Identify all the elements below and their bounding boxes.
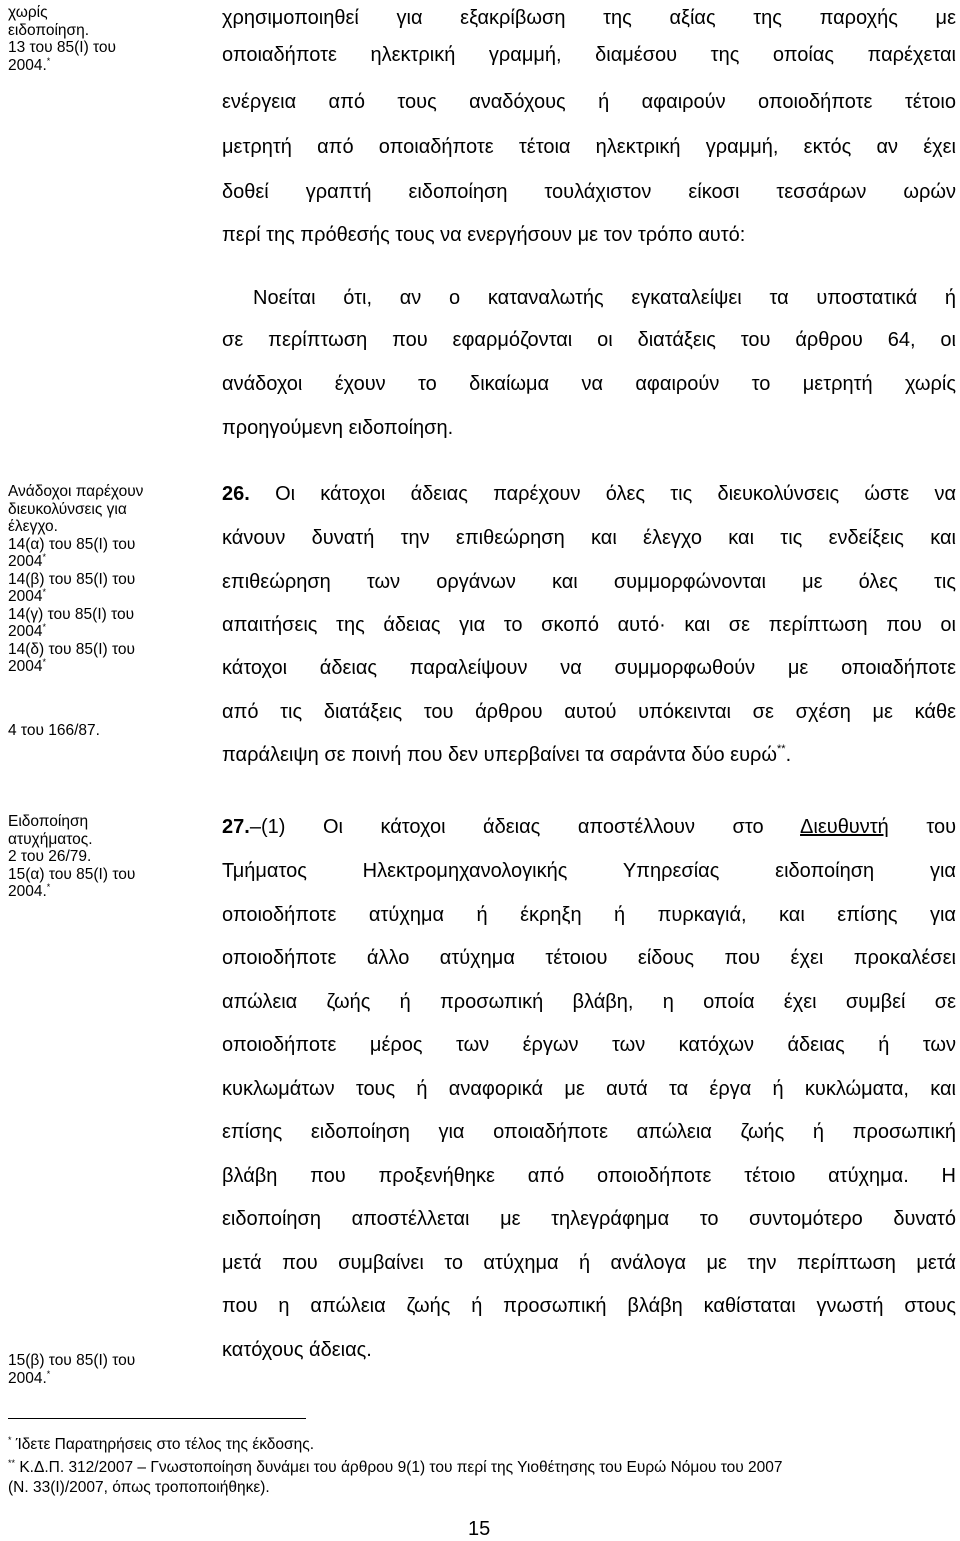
- section-26-line: 26. Οι κάτοχοι άδειας παρέχουν όλες τις διευκολύνσεις ώστε να: [222, 483, 957, 505]
- body-line: ενέργεια από τους αναδόχους ή αφαιρούν οποιοδήποτε τέτοιο: [222, 91, 956, 113]
- section-27-line: απώλεια ζωής ή προσωπική βλάβη, η οποία έχει συμβεί σε: [222, 991, 956, 1013]
- section-27-line: οποιοδήποτε ατύχημα ή έκρηξη ή πυρκαγιά, και επίσης για: [222, 904, 956, 926]
- section-number: 27.: [222, 816, 250, 838]
- margin-note-title: έλεγχο.: [8, 518, 58, 535]
- footnote-2-cont: (Ν. 33(Ι)/2007, όπως τροποποιήθηκε).: [8, 1479, 270, 1496]
- section-27-line: Τμήματος Ηλεκτρομηχανολογικής Υπηρεσίας ειδοποίηση για: [222, 860, 956, 882]
- margin-note-ref: 2004.*: [8, 1368, 51, 1387]
- section-number: 26.: [222, 483, 250, 505]
- margin-note-title: Ειδοποίηση: [8, 813, 89, 830]
- section-26-line: απαιτήσεις της άδειας για το σκοπό αυτό· και σε περίπτωση που οι: [222, 614, 956, 636]
- body-line: χρησιμοποιηθεί για εξακρίβωση της αξίας της παροχής με: [222, 7, 956, 29]
- margin-note-title: διευκολύνσεις για: [8, 500, 127, 518]
- body-line: δοθεί γραπτή ειδοποίηση τουλάχιστον είκοσι τεσσάρων ωρών: [222, 181, 956, 203]
- margin-note-ref: 2 του 26/79.: [8, 848, 92, 865]
- margin-note-ref: 15(α) του 85(Ι) του: [8, 865, 136, 883]
- section-26-line: παράλειψη σε ποινή που δεν υπερβαίνει τα σαράντα δύο ευρώ**.: [222, 743, 792, 766]
- margin-note-line: ειδοποίηση.: [8, 21, 90, 39]
- section-27-line: 27.–(1) Οι κάτοχοι άδειας αποστέλλουν στο Διευθυντή του: [222, 816, 957, 838]
- margin-note-ref: 14(δ) του 85(Ι) του: [8, 640, 135, 658]
- section-27-line: οποιοδήποτε άλλο ατύχημα τέτοιου είδους που έχει προκαλέσει: [222, 947, 956, 969]
- footnote-1: * Ίδετε Παρατηρήσεις στο τέλος της έκδοσης.: [8, 1435, 315, 1453]
- margin-note-ref: 2004.*: [8, 882, 51, 900]
- section-27-line: μετά που συμβαίνει το ατύχημα ή ανάλογα με την περίπτωση μετά: [222, 1252, 956, 1274]
- proviso-line: σε περίπτωση που εφαρμόζονται οι διατάξεις του άρθρου 64, οι: [222, 329, 956, 351]
- margin-note-ref: 14(β) του 85(Ι) του: [8, 570, 136, 588]
- section-27-line: κυκλωμάτων τους ή αναφορικά με αυτά τα έργα ή κυκλώματα, και: [222, 1078, 956, 1100]
- section-26-line: κάνουν δυνατή την επιθεώρηση και έλεγχο και τις ενδείξεις και: [222, 527, 956, 549]
- section-27-line: οποιοδήποτε μέρος των έργων των κατόχων άδειας ή των: [222, 1034, 956, 1056]
- section-27-line: που η απώλεια ζωής ή προσωπική βλάβη καθίσταται γνωστή στους: [222, 1295, 956, 1317]
- proviso-line: ανάδοχοι έχουν το δικαίωμα να αφαιρούν το μετρητή χωρίς: [222, 373, 956, 395]
- page-number: 15: [468, 1518, 491, 1540]
- section-27-line: ειδοποίηση αποστέλλεται με τηλεγράφημα το συντομότερο δυνατό: [222, 1208, 956, 1230]
- margin-note-ref: 2004*: [8, 657, 46, 675]
- section-26-line: επιθεώρηση των οργάνων και συμμορφώνονται με όλες τις: [222, 571, 956, 593]
- margin-note-section-27-2: [8, 1352, 135, 1387]
- section-26-line: κάτοχοι άδειας παραλείψουν να συμμορφωθούν με οποιαδήποτε: [222, 657, 956, 679]
- margin-note-title: ατυχήματος.: [8, 830, 93, 848]
- margin-note-section-26: [8, 483, 143, 676]
- subsection-number: (1): [260, 816, 286, 838]
- margin-note-ref: 15(β) του 85(Ι) του: [8, 1352, 136, 1369]
- footnote-2: ** Κ.Δ.Π. 312/2007 – Γνωστοποίηση δυνάμει του άρθρου 9(1) του περί της Υιοθέτησης του Ευρώ Νόμου του 2007: [8, 1458, 783, 1476]
- body-line: περί της πρόθεσής τους να ενεργήσουν με τον τρόπο αυτό:: [222, 224, 746, 246]
- margin-note-ref: 14(γ) του 85(Ι) του: [8, 605, 135, 623]
- section-26-line: από τις διατάξεις του άρθρου αυτού υπόκεινται σε σχέση με κάθε: [222, 701, 956, 723]
- margin-note-ref: 2004*: [8, 552, 46, 570]
- margin-note-ref: 14(α) του 85(Ι) του: [8, 535, 136, 553]
- margin-note-ref: 2004*: [8, 622, 46, 640]
- margin-note-ref: 4 του 166/87.: [8, 722, 100, 739]
- proviso-line: Νοείται ότι, αν ο καταναλωτής εγκαταλείψει τα υποστατικά ή: [253, 287, 956, 309]
- margin-note-ref: 2004.*: [8, 55, 51, 74]
- margin-note-section-27: [8, 813, 135, 901]
- section-27-line: επίσης ειδοποίηση για οποιαδήποτε απώλεια ζωής ή προσωπική: [222, 1121, 956, 1143]
- margin-note-ref: 2004*: [8, 587, 46, 605]
- section-27-line: βλάβη που προξενήθηκε από οποιοδήποτε τέτοιο ατύχημα. Η: [222, 1165, 956, 1187]
- body-line: οποιαδήποτε ηλεκτρική γραμμή, διαμέσου της οποίας παρέχεται: [222, 44, 956, 66]
- margin-note-ref: 13 του 85(Ι) του: [8, 39, 117, 56]
- margin-note-title: Ανάδοχοι παρέχουν: [8, 483, 144, 500]
- margin-note-continued: [8, 4, 116, 74]
- section-27-line: κατόχους άδειας.: [222, 1339, 372, 1361]
- footnote-separator: [8, 1418, 306, 1419]
- body-line: μετρητή από οποιαδήποτε τέτοια ηλεκτρική γραμμή, εκτός αν έχει: [222, 136, 956, 158]
- proviso-line: προηγούμενη ειδοποίηση.: [222, 417, 454, 439]
- margin-note-line: χωρίς: [8, 4, 48, 21]
